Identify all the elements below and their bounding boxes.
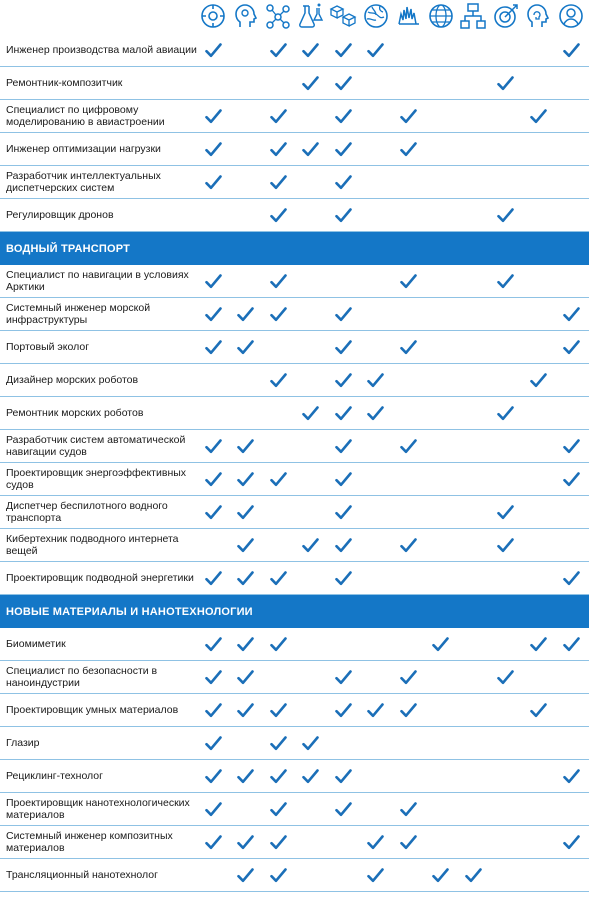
table-row	[0, 364, 589, 397]
table-row	[0, 463, 589, 496]
checkmark-icon	[234, 661, 258, 693]
checkmark-icon	[494, 397, 518, 429]
checkmark-icon	[201, 166, 225, 198]
profession-name	[6, 331, 201, 363]
checkmark-icon	[331, 694, 355, 726]
checkmark-icon	[331, 34, 355, 66]
checkmark-icon	[266, 133, 290, 165]
target-arrow-icon	[492, 2, 520, 30]
checkmark-icon	[266, 793, 290, 825]
profession-name	[6, 628, 201, 660]
profession-label: Регулировщик дронов	[6, 208, 114, 221]
checkmark-icon	[461, 859, 485, 891]
checkmark-icon	[331, 166, 355, 198]
table-row	[0, 34, 589, 67]
profession-name	[6, 430, 201, 462]
checkmark-icon	[299, 529, 323, 561]
checkmark-icon	[266, 298, 290, 330]
table-row	[0, 331, 589, 364]
profession-name	[6, 727, 201, 759]
checkmark-icon	[559, 298, 583, 330]
profession-label: Специалист по цифровому моделированию в авиастроении	[6, 103, 165, 128]
checkmark-icon	[331, 430, 355, 462]
checkmark-icon	[201, 133, 225, 165]
checkmark-icon	[234, 826, 258, 858]
checkmark-icon	[559, 760, 583, 792]
checkmark-icon	[364, 397, 388, 429]
checkmark-icon	[396, 133, 420, 165]
table-row	[0, 628, 589, 661]
table-row	[0, 727, 589, 760]
profession-label: Разработчик систем автоматической навигации судов	[6, 433, 186, 458]
checkmark-icon	[299, 67, 323, 99]
checkmark-icon	[331, 793, 355, 825]
profession-name	[6, 826, 201, 858]
profession-label: Инженер оптимизации нагрузки	[6, 142, 161, 155]
checkmark-icon	[201, 430, 225, 462]
checkmark-icon	[396, 694, 420, 726]
profession-label: Кибертехник подводного интернета вещей	[6, 532, 179, 557]
profession-label: Ремонтник морских роботов	[6, 406, 144, 419]
checkmark-icon	[201, 34, 225, 66]
lab-flasks-icon	[297, 2, 325, 30]
checkmark-icon	[526, 628, 550, 660]
checkmark-icon	[396, 793, 420, 825]
checkmark-icon	[559, 331, 583, 363]
checkmark-icon	[266, 265, 290, 297]
world-globe-icon	[427, 2, 455, 30]
checkmark-icon	[201, 793, 225, 825]
globe-brain-icon	[362, 2, 390, 30]
checkmark-icon	[234, 628, 258, 660]
profession-name	[6, 265, 201, 297]
table-row	[0, 694, 589, 727]
profession-name	[6, 34, 201, 66]
checkmark-icon	[201, 100, 225, 132]
profession-label: Системный инженер композитных материалов	[6, 829, 173, 854]
profession-label: Инженер производства малой авиации	[6, 43, 197, 56]
checkmark-icon	[331, 331, 355, 363]
table-row	[0, 793, 589, 826]
profession-name	[6, 298, 201, 330]
checkmark-icon	[364, 859, 388, 891]
profession-name	[6, 562, 201, 594]
checkmark-icon	[201, 331, 225, 363]
checkmark-icon	[559, 34, 583, 66]
table-row	[0, 298, 589, 331]
profession-name	[6, 529, 201, 561]
checkmark-icon	[234, 694, 258, 726]
profession-name	[6, 100, 201, 132]
person-head-icon	[557, 2, 585, 30]
checkmark-icon	[266, 463, 290, 495]
table-row	[0, 661, 589, 694]
checkmark-icon	[266, 562, 290, 594]
checkmark-icon	[526, 364, 550, 396]
checkmark-icon	[266, 826, 290, 858]
profession-label: Глазир	[6, 736, 40, 749]
head-profile-icon	[232, 2, 260, 30]
checkmark-icon	[331, 496, 355, 528]
profession-name	[6, 463, 201, 495]
profession-name	[6, 859, 201, 891]
table-row	[0, 859, 589, 892]
checkmark-icon	[331, 298, 355, 330]
checkmark-icon	[494, 199, 518, 231]
profession-name	[6, 166, 201, 198]
checkmark-icon	[201, 694, 225, 726]
checkmark-icon	[331, 67, 355, 99]
checkmark-icon	[494, 265, 518, 297]
table-row	[0, 199, 589, 232]
cubes-icon	[329, 2, 357, 30]
table-row	[0, 826, 589, 859]
checkmark-icon	[266, 100, 290, 132]
profession-name	[6, 199, 201, 231]
checkmark-icon	[331, 760, 355, 792]
table-row	[0, 133, 589, 166]
checkmark-icon	[364, 826, 388, 858]
section-header	[0, 595, 589, 628]
checkmark-icon	[331, 364, 355, 396]
checkmark-icon	[331, 529, 355, 561]
brain-gear-icon	[199, 2, 227, 30]
profession-name	[6, 694, 201, 726]
checkmark-icon	[201, 760, 225, 792]
checkmark-icon	[201, 826, 225, 858]
profession-label: Проектировщик подводной энергетики	[6, 571, 194, 584]
profession-label: Портовый эколог	[6, 340, 90, 353]
profession-name	[6, 397, 201, 429]
table-row	[0, 760, 589, 793]
checkmark-icon	[266, 166, 290, 198]
checkmark-icon	[299, 760, 323, 792]
checkmark-icon	[266, 628, 290, 660]
checkmark-icon	[266, 364, 290, 396]
checkmark-icon	[201, 562, 225, 594]
profession-label: Диспетчер беспилотного водного транспорта	[6, 499, 168, 524]
profession-label: Трансляционный нанотехнолог	[6, 868, 158, 881]
checkmark-icon	[396, 331, 420, 363]
lightbulb-head-icon	[524, 2, 552, 30]
profession-label: Ремонтник-композитчик	[6, 76, 123, 89]
checkmark-icon	[364, 364, 388, 396]
checkmark-icon	[331, 562, 355, 594]
checkmark-icon	[266, 694, 290, 726]
table-row	[0, 496, 589, 529]
checkmark-icon	[234, 562, 258, 594]
checkmark-icon	[429, 628, 453, 660]
profession-label: Специалист по навигации в условиях Арктики	[6, 268, 189, 293]
checkmark-icon	[201, 265, 225, 297]
profession-label: Проектировщик умных материалов	[6, 703, 179, 716]
section-header	[0, 232, 589, 265]
checkmark-icon	[559, 562, 583, 594]
checkmark-icon	[494, 529, 518, 561]
profession-label: Системный инженер морской инфраструктуры	[6, 301, 151, 326]
checkmark-icon	[201, 661, 225, 693]
profession-label: Биомиметик	[6, 637, 66, 650]
checkmark-icon	[201, 298, 225, 330]
checkmark-icon	[396, 265, 420, 297]
checkmark-icon	[299, 34, 323, 66]
checkmark-icon	[526, 100, 550, 132]
profession-name	[6, 793, 201, 825]
table-row	[0, 67, 589, 100]
profession-name	[6, 661, 201, 693]
checkmark-icon	[331, 463, 355, 495]
profession-name	[6, 67, 201, 99]
checkmark-icon	[331, 100, 355, 132]
checkmark-icon	[364, 694, 388, 726]
table-row	[0, 397, 589, 430]
checkmark-icon	[331, 661, 355, 693]
checkmark-icon	[396, 826, 420, 858]
checkmark-icon	[234, 331, 258, 363]
table-row	[0, 529, 589, 562]
checkmark-icon	[266, 760, 290, 792]
checkmark-icon	[201, 496, 225, 528]
profession-label: Проектировщик энергоэффективных судов	[6, 466, 187, 491]
checkmark-icon	[396, 430, 420, 462]
checkmark-icon	[331, 199, 355, 231]
checkmark-icon	[299, 133, 323, 165]
section-title: ВОДНЫЙ ТРАНСПОРТ	[6, 242, 131, 255]
checkmark-icon	[559, 628, 583, 660]
competency-icon-header	[0, 0, 589, 34]
profession-name	[6, 760, 201, 792]
checkmark-icon	[494, 496, 518, 528]
checkmark-icon	[201, 628, 225, 660]
raised-hands-icon	[394, 2, 422, 30]
profession-name	[6, 133, 201, 165]
profession-label: Разработчик интеллектуальных диспетчерских систем	[6, 169, 161, 194]
checkmark-icon	[299, 397, 323, 429]
profession-label: Специалист по безопасности в наноиндустрии	[6, 664, 158, 689]
profession-label: Проектировщик нанотехнологических материалов	[6, 796, 190, 821]
table-row	[0, 100, 589, 133]
checkmark-icon	[234, 529, 258, 561]
checkmark-icon	[396, 661, 420, 693]
org-chart-icon	[459, 2, 487, 30]
checkmark-icon	[201, 727, 225, 759]
table-row	[0, 562, 589, 595]
checkmark-icon	[299, 727, 323, 759]
checkmark-icon	[234, 463, 258, 495]
checkmark-icon	[364, 34, 388, 66]
checkmark-icon	[429, 859, 453, 891]
checkmark-icon	[331, 397, 355, 429]
checkmark-icon	[234, 859, 258, 891]
checkmark-icon	[559, 463, 583, 495]
profession-label: Дизайнер морских роботов	[6, 373, 139, 386]
checkmark-icon	[234, 430, 258, 462]
checkmark-icon	[201, 463, 225, 495]
checkmark-icon	[559, 826, 583, 858]
table-row	[0, 430, 589, 463]
network-nodes-icon	[264, 2, 292, 30]
checkmark-icon	[234, 760, 258, 792]
section-title: НОВЫЕ МАТЕРИАЛЫ И НАНОТЕХНОЛОГИИ	[6, 605, 253, 618]
profession-name	[6, 364, 201, 396]
checkmark-icon	[494, 661, 518, 693]
checkmark-icon	[234, 298, 258, 330]
checkmark-icon	[559, 430, 583, 462]
checkmark-icon	[526, 694, 550, 726]
profession-label: Рециклинг-технолог	[6, 769, 103, 782]
checkmark-icon	[266, 859, 290, 891]
checkmark-icon	[396, 529, 420, 561]
checkmark-icon	[396, 100, 420, 132]
table-row	[0, 265, 589, 298]
checkmark-icon	[234, 496, 258, 528]
profession-name	[6, 496, 201, 528]
table-row	[0, 166, 589, 199]
checkmark-icon	[266, 199, 290, 231]
checkmark-icon	[494, 67, 518, 99]
checkmark-icon	[266, 34, 290, 66]
checkmark-icon	[331, 133, 355, 165]
checkmark-icon	[266, 727, 290, 759]
